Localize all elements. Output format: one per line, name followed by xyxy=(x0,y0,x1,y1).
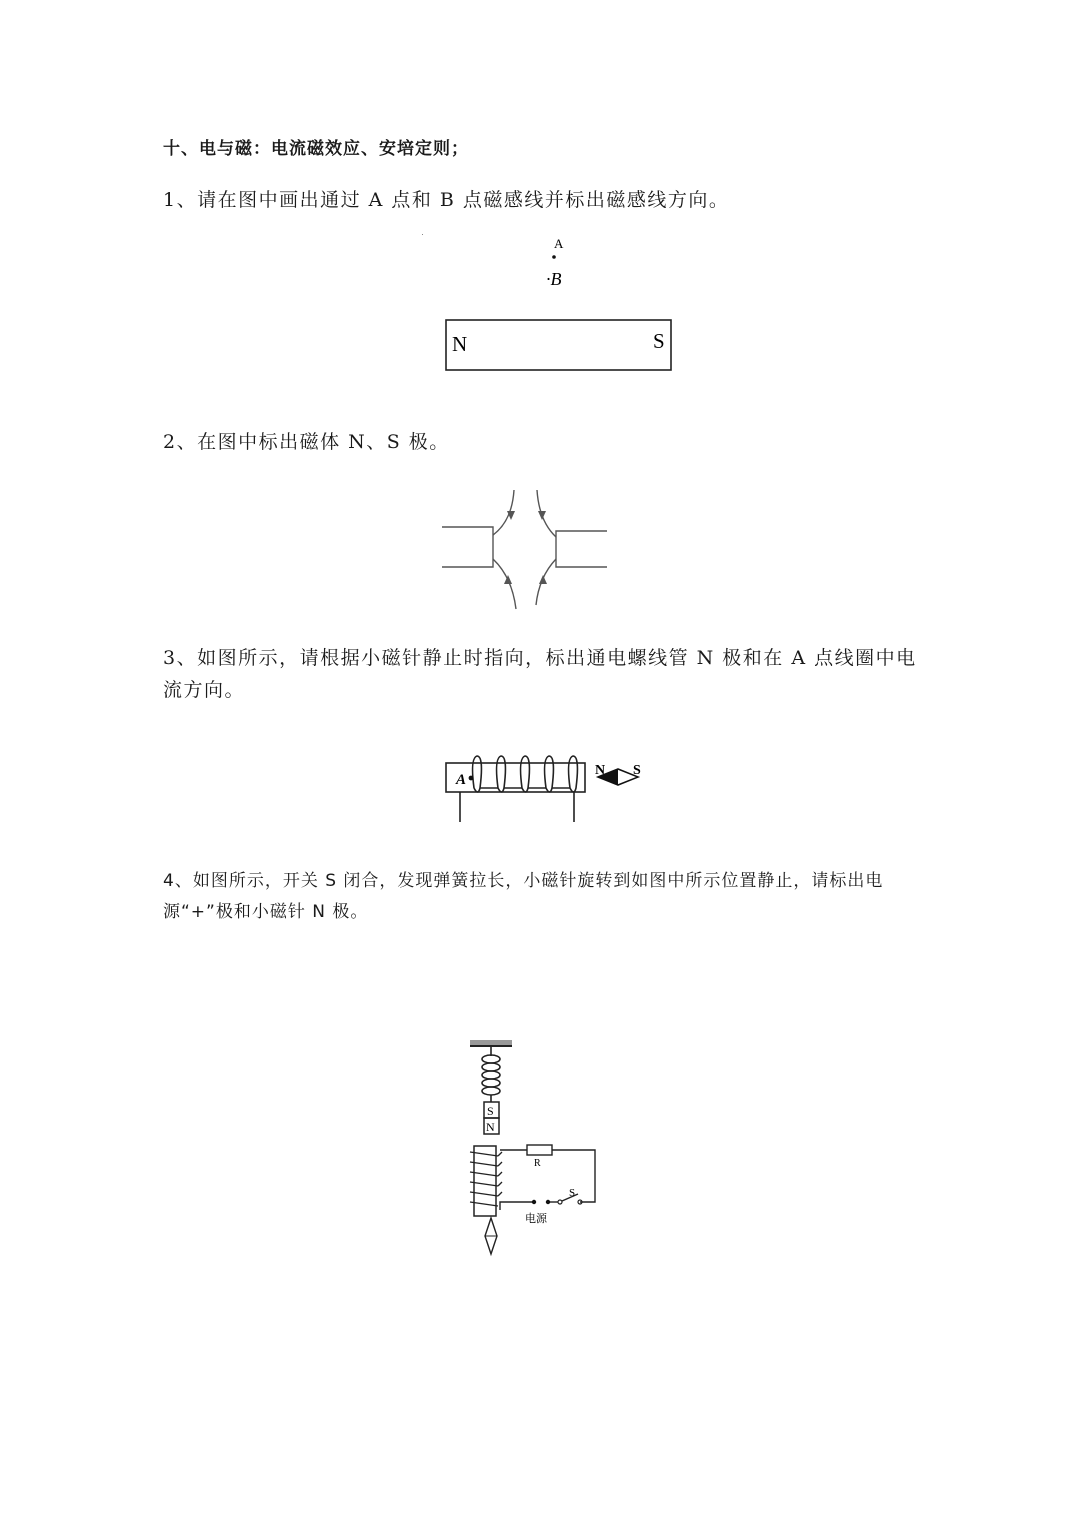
bar-magnet-outline xyxy=(446,320,671,370)
coil-point-a-dot xyxy=(469,776,474,781)
arrow-bottom-left xyxy=(504,575,512,584)
power-terminal-left xyxy=(532,1200,536,1204)
arrow-top-right xyxy=(538,511,546,520)
resistor-icon xyxy=(527,1145,552,1155)
point-b-label: ·B xyxy=(546,269,562,289)
point-a-dot xyxy=(552,255,556,259)
question-4-text: 4、如图所示，开关 S 闭合，发现弹簧拉长，小磁针旋转到如图中所示位置静止，请标出电源“+”极和小磁针 N 极。 xyxy=(163,871,884,922)
power-terminal-right xyxy=(546,1200,550,1204)
point-a-label: A xyxy=(554,236,564,251)
question-1-text: 1、请在图中画出通过 A 点和 B 点磁感线并标出磁感线方向。 xyxy=(163,189,730,211)
figure-1-bar-magnet xyxy=(420,225,700,385)
question-2-text: 2、在图中标出磁体 N、S 极。 xyxy=(163,431,450,453)
figure-3-solenoid xyxy=(440,752,660,826)
left-magnet-outline xyxy=(442,527,493,567)
coil-point-a-label: A xyxy=(456,772,467,788)
needle-n-label: N xyxy=(595,763,606,778)
north-pole-label: N xyxy=(452,332,468,356)
section-heading: 十、电与磁：电流磁效应、安培定则； xyxy=(163,139,469,159)
magnet-n-label: N xyxy=(486,1120,495,1134)
right-magnet-outline xyxy=(556,531,607,567)
stray-dot xyxy=(422,234,423,235)
question-3-text: 3、如图所示，请根据小磁针静止时指向，标出通电螺线管 N 极和在 A 点线圈中电流方向。 xyxy=(163,647,917,701)
electromagnet-coil xyxy=(470,1152,502,1206)
power-source-label: 电源 xyxy=(525,1213,547,1225)
spring-icon xyxy=(482,1055,500,1095)
south-pole-label: S xyxy=(653,329,665,353)
figure-2-two-magnets xyxy=(440,485,612,613)
figure-4-spring-circuit xyxy=(462,1034,602,1258)
resistor-label: R xyxy=(534,1158,541,1169)
switch-pivot xyxy=(558,1200,562,1204)
needle-s-label: S xyxy=(633,763,641,778)
arrow-bottom-right xyxy=(539,575,547,584)
switch-label: S xyxy=(569,1187,576,1199)
magnet-s-label: S xyxy=(487,1104,494,1118)
solenoid-coil xyxy=(473,756,578,792)
